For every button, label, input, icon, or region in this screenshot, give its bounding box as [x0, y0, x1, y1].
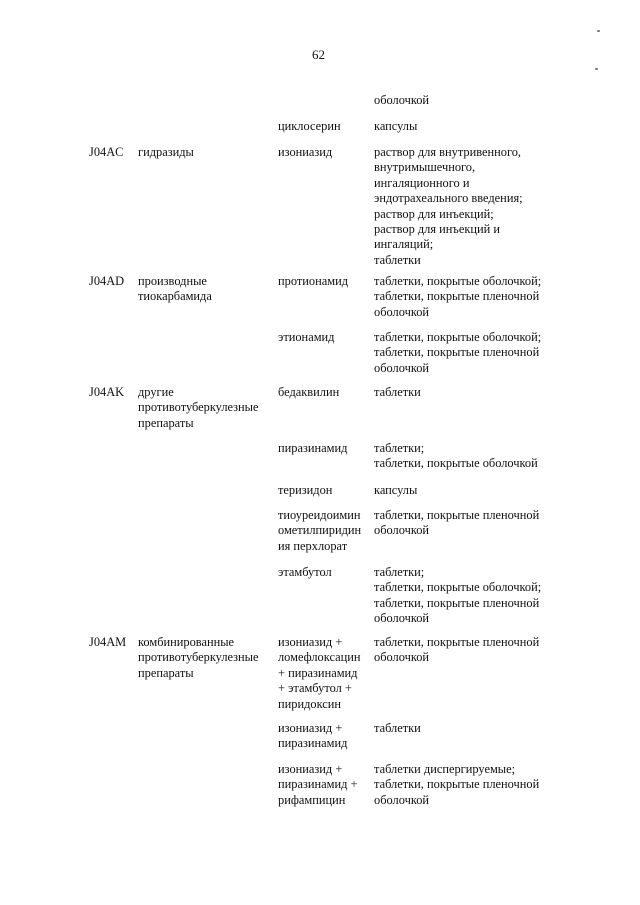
- group-name: [138, 274, 274, 305]
- dosage-form-line: таблетки, покрытые оболочкой: [374, 456, 538, 471]
- dosage-form-line: капсулы: [374, 119, 418, 133]
- group-name-line: препараты: [138, 665, 194, 680]
- drug-name-line: пиразинамид +: [278, 777, 358, 792]
- dosage-form-line: таблетки;: [374, 441, 425, 455]
- group-name-line: комбинированные: [138, 635, 235, 649]
- dosage-form-line: оболочкой: [374, 792, 430, 807]
- drug-name: [278, 441, 370, 456]
- dosage-form: [374, 483, 560, 498]
- dosage-form-line: капсулы: [374, 483, 418, 497]
- drug-name: [278, 119, 370, 134]
- dosage-form-line: ингаляционного и: [374, 175, 470, 190]
- dosage-form: [374, 762, 560, 808]
- dosage-form: [374, 274, 560, 320]
- dosage-form-line: оболочкой: [374, 650, 430, 665]
- group-name-line: противотуберкулезные: [138, 650, 259, 665]
- dosage-form-line: ингаляций;: [374, 237, 434, 252]
- dosage-form-line: оболочкой: [374, 523, 430, 538]
- dosage-form-line: таблетки диспергируемые;: [374, 762, 516, 776]
- drug-name-line: изониазид +: [278, 762, 343, 776]
- drug-name-line: теризидон: [278, 483, 333, 497]
- dosage-form-line: таблетки: [374, 385, 421, 399]
- dosage-form-line: таблетки, покрытые оболочкой;: [374, 330, 542, 344]
- group-name: [138, 385, 274, 431]
- dosage-form: [374, 119, 560, 134]
- group-name-line: противотуберкулезные: [138, 400, 259, 415]
- drug-name: [278, 762, 370, 808]
- drug-name: [278, 385, 370, 400]
- drug-name-line: + пиразинамид: [278, 665, 358, 680]
- atc-code: J04AC: [89, 145, 124, 159]
- dosage-form-line: таблетки, покрытые пленочной: [374, 777, 540, 792]
- dosage-form: [374, 721, 560, 736]
- drug-name-line: бедаквилин: [278, 385, 340, 399]
- dosage-form-line: таблетки: [374, 721, 421, 735]
- drug-name: [278, 635, 370, 712]
- dosage-form: [374, 441, 560, 472]
- group-name-line: другие: [138, 385, 174, 399]
- dosage-form-line: таблетки, покрытые пленочной: [374, 289, 540, 304]
- group-name-line: гидразиды: [138, 145, 194, 159]
- dosage-form-line: раствор для инъекций и: [374, 222, 500, 237]
- dosage-form-line: таблетки, покрытые пленочной: [374, 508, 540, 522]
- drug-name: [278, 721, 370, 752]
- group-name-line: препараты: [138, 415, 194, 430]
- drug-name-line: + этамбутол +: [278, 681, 352, 696]
- dosage-form-line: эндотрахеального введения;: [374, 191, 523, 206]
- drug-name: [278, 274, 370, 289]
- dosage-form-line: таблетки, покрытые пленочной: [374, 345, 540, 360]
- drug-name-line: циклосерин: [278, 119, 341, 133]
- drug-name-line: рифампицин: [278, 792, 346, 807]
- drug-name-line: тиоуреидоимин: [278, 508, 361, 522]
- drug-name-line: протионамид: [278, 274, 349, 288]
- drug-name-line: ия перхлорат: [278, 538, 348, 553]
- dosage-form-line: таблетки, покрытые оболочкой;: [374, 580, 542, 595]
- dosage-form: [374, 508, 560, 539]
- dosage-form-line: раствор для инъекций;: [374, 206, 494, 221]
- dosage-form: [374, 93, 560, 108]
- dosage-form: [374, 145, 560, 268]
- atc-code: J04AK: [89, 385, 125, 399]
- dosage-form-line: оболочкой: [374, 360, 430, 375]
- dosage-form: [374, 330, 560, 376]
- drug-name: [278, 508, 370, 554]
- drug-name-line: этионамид: [278, 330, 335, 344]
- group-name-line: тиокарбамида: [138, 289, 212, 304]
- group-name: [138, 635, 274, 681]
- drug-name: [278, 145, 370, 160]
- drug-name-line: изониазид: [278, 145, 333, 159]
- group-name-line: производные: [138, 274, 207, 288]
- dosage-form: [374, 385, 560, 400]
- dosage-form-line: таблетки, покрытые оболочкой;: [374, 274, 542, 288]
- drug-name: [278, 565, 370, 580]
- dosage-form-line: раствор для внутривенного,: [374, 145, 522, 159]
- drug-name: [278, 330, 370, 345]
- dosage-form-line: оболочкой: [374, 93, 430, 107]
- drug-name-line: изониазид +: [278, 635, 343, 649]
- drug-name-line: пиразинамид: [278, 441, 348, 455]
- drug-name: [278, 483, 370, 498]
- dosage-form-line: внутримышечного,: [374, 160, 476, 175]
- dosage-form-line: таблетки, покрытые пленочной: [374, 595, 540, 610]
- page-number: 62: [312, 47, 325, 62]
- drug-name-line: пиразинамид: [278, 736, 348, 751]
- drug-name-line: ломефлоксацин: [278, 650, 361, 665]
- drug-name-line: этамбутол: [278, 565, 332, 579]
- dosage-form-line: таблетки;: [374, 565, 425, 579]
- drug-name-line: пиридоксин: [278, 696, 342, 711]
- dosage-form: [374, 635, 560, 666]
- dosage-form: [374, 565, 560, 627]
- drug-name-line: ометилпиридин: [278, 523, 362, 538]
- dosage-form-line: таблетки, покрытые пленочной: [374, 635, 540, 649]
- atc-code: J04AD: [89, 274, 125, 288]
- drug-name-line: изониазид +: [278, 721, 343, 735]
- dosage-form-line: оболочкой: [374, 611, 430, 626]
- atc-code: J04AM: [89, 635, 127, 649]
- dosage-form-line: таблетки: [374, 252, 421, 267]
- group-name: [138, 145, 274, 160]
- dosage-form-line: оболочкой: [374, 304, 430, 319]
